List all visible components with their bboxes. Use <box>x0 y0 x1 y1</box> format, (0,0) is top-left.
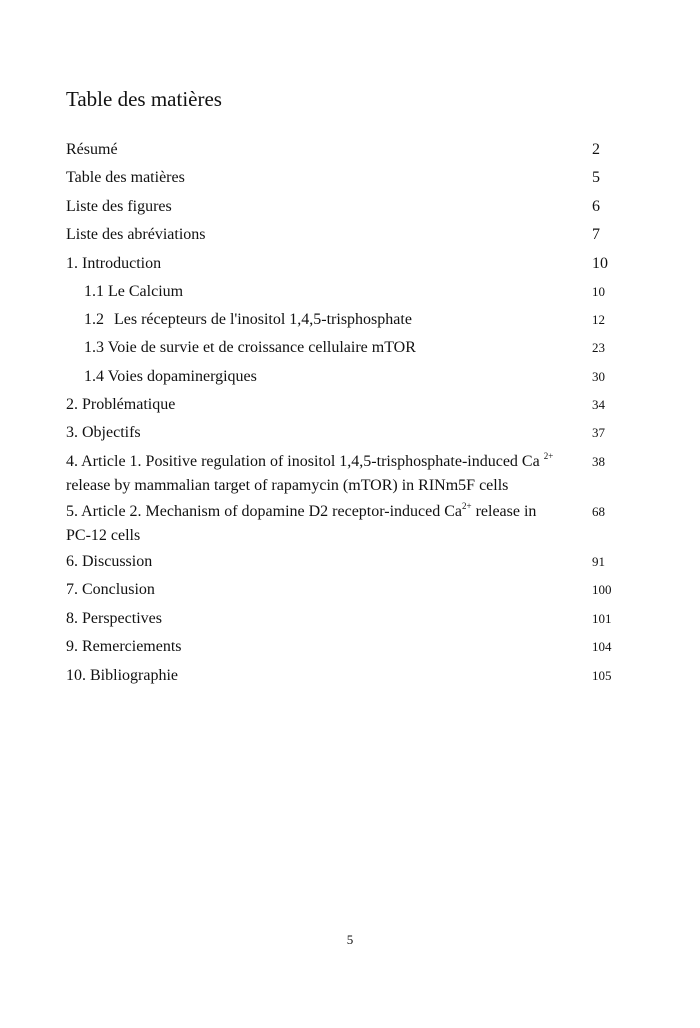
toc-title: Table des matières <box>66 87 222 111</box>
toc-entry-label: Liste des abréviations <box>66 226 206 243</box>
toc-entry-page: 10 <box>592 255 608 272</box>
toc-entry-page: 38 <box>592 454 605 469</box>
toc-entry-page: 10 <box>592 284 605 299</box>
toc-entry-label: 5. Article 2. Mechanism of dopamine D2 receptor-induced $Ca^{2+}$ release in PC-12 cells <box>66 501 537 544</box>
toc-subentry <box>84 336 622 360</box>
toc-entry-page: 7 <box>592 226 600 243</box>
toc-entry <box>66 252 622 276</box>
toc-entry-page: 91 <box>592 554 605 569</box>
toc-entry-label: Résumé <box>66 141 118 158</box>
toc-entry <box>66 138 622 162</box>
toc-entry <box>66 664 622 688</box>
toc-entry <box>66 578 622 602</box>
toc-entry <box>66 607 622 631</box>
toc-entry-page: 101 <box>592 611 612 626</box>
toc-entry-page: 5 <box>592 169 600 186</box>
superscript-charge: 2+ <box>543 451 554 461</box>
toc-entry-page: 23 <box>592 340 605 355</box>
toc-entry-label: 1.1 Le Calcium <box>84 283 184 300</box>
toc-entry-label: 1. Introduction <box>66 255 162 272</box>
toc-entry-label: Table des matières <box>66 169 185 186</box>
toc-entry-page: 68 <box>592 504 605 519</box>
toc-entry-label: 1.4 Voies dopaminergiques <box>84 368 257 385</box>
toc-entry-label: 9. Remerciements <box>66 638 182 655</box>
toc-entry-multiline <box>66 450 622 498</box>
toc-entry-page: 37 <box>592 425 605 440</box>
toc-entry-page: 12 <box>592 312 605 327</box>
toc-entry-page: 100 <box>592 582 612 597</box>
toc-entry <box>66 223 622 247</box>
toc-entry <box>66 166 622 190</box>
toc-entry-page: 6 <box>592 198 600 215</box>
toc-subentry <box>84 365 622 389</box>
toc-entry-page: 34 <box>592 397 605 412</box>
toc-subentry <box>84 280 622 304</box>
toc-subentry <box>84 308 622 332</box>
toc-entry-page: 105 <box>592 668 612 683</box>
toc-entry-page: 104 <box>592 639 612 654</box>
toc-entry <box>66 635 622 659</box>
toc-entry <box>66 421 622 445</box>
superscript-charge: 2+ <box>462 501 472 511</box>
toc-entry-page: 2 <box>592 141 600 158</box>
toc-entry-page: 30 <box>592 369 605 384</box>
toc-entry-label: 1.3 Voie de survie et de croissance cellulaire mTOR <box>84 339 416 356</box>
page-number: 5 <box>346 932 354 947</box>
toc-entry-number: 1.2 <box>84 311 104 328</box>
toc-entry <box>66 550 622 574</box>
toc-entry <box>66 393 622 417</box>
toc-entry-label: Les récepteurs de l'inositol 1,4,5-trisphosphate <box>114 311 412 328</box>
toc-entry-label: 7. Conclusion <box>66 581 155 598</box>
toc-entry-label: 4. Article 1. Positive regulation of inositol 1,4,5-trisphosphate-induced Ca $^{2+}$ release by mammalian target of rapamycin (mTOR) in RINm5F cells <box>66 451 554 494</box>
toc-entry-label: Liste des figures <box>66 198 172 215</box>
toc-entry <box>66 195 622 219</box>
toc-entry-label: 6. Discussion <box>66 553 153 570</box>
toc-entry-multiline <box>66 500 622 548</box>
toc-entry-label: 3. Objectifs <box>66 424 141 441</box>
toc-entry-label: 8. Perspectives <box>66 610 162 627</box>
toc-entry-label: 2. Problématique <box>66 396 176 413</box>
toc-entry-label: 10. Bibliographie <box>66 667 178 684</box>
